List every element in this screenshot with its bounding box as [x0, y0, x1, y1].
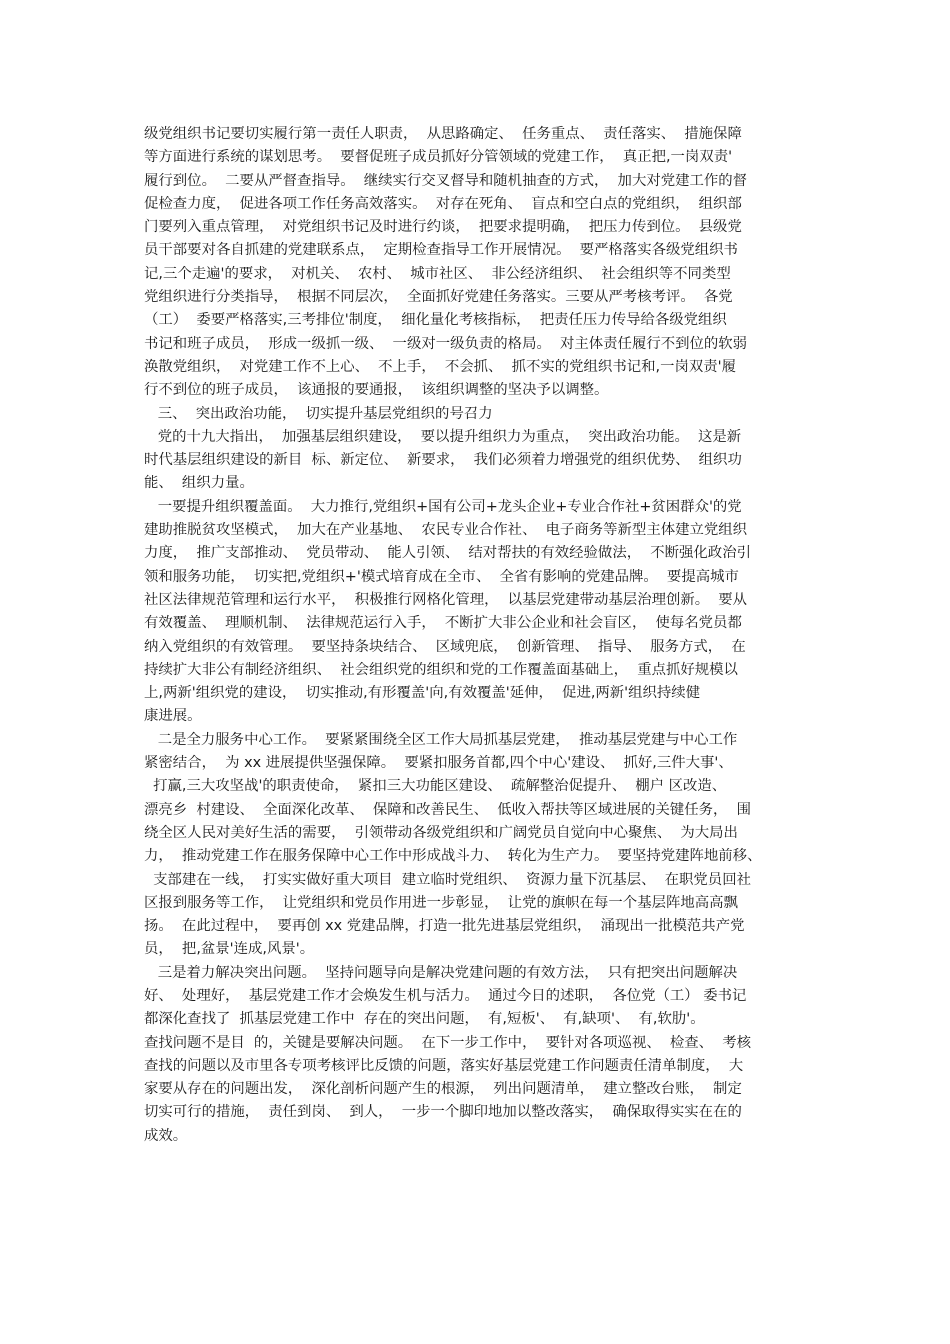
text-line: 力， 推动党建工作在服务保障中心工作中形成战斗力、 转化为生产力。 要坚持党建阵地前移、: [144, 848, 762, 865]
document-body: [144, 123, 834, 1148]
text-line: 建助推脱贫攻坚模式， 加大在产业基地、 农民专业合作社、 电子商务等新型主体建立党组织: [144, 522, 748, 539]
text-line: 涣散党组织， 对党建工作不上心、 不上手， 不会抓、 抓不实的党组织书记和,一岗双责'履: [144, 358, 736, 375]
text-line: 三是着力解决突出问题。 坚持问题导向是解决党建问题的有效方法， 只有把突出问题解决: [144, 964, 738, 981]
text-line: 三、 突出政治功能， 切实提升基层党组织的号召力: [144, 405, 493, 422]
text-line: 上,两新'组织党的建设， 切实推动,有形覆盖'向,有效覆盖'延伸， 促进,两新'组织持续健: [144, 685, 701, 702]
text-line: 级党组织书记要切实履行第一责任人职责， 从思路确定、 任务重点、 责任落实、 措施保障: [144, 126, 742, 142]
text-line: 促检查力度， 促进各项工作任务高效落实。 对存在死角、 盲点和空白点的党组织， 组织部: [144, 195, 742, 212]
text-line: 支部建在一线， 打实实做好重大项目 建立临时党组织、 资源力量下沉基层、 在职党员回社: [144, 871, 751, 888]
text-line: 查找问题不是目 的，关键是要解决问题。 在下一步工作中， 要针对各项巡视、 检查、 考核: [144, 1034, 751, 1051]
text-line: 领和服务功能， 切实把,党组织+'模式培育成在全市、 全省有影响的党建品牌。 要提高城市: [144, 568, 739, 585]
text-line: 一要提升组织覆盖面。 大力推行,党组织+国有公司+龙头企业+专业合作社+贫困群众'的党: [144, 498, 742, 515]
text-line: 员干部要对各自抓建的党建联系点， 定期检查指导工作开展情况。 要严格落实各级党组织书: [144, 242, 738, 259]
text-line: 二是全力服务中心工作。 要紧紧围绕全区工作大局抓基层党建， 推动基层党建与中心工作: [144, 731, 738, 748]
text-line: 记,三个走遍'的要求， 对机关、 农村、 城市社区、 非公经济组织、 社会组织等不同类型: [144, 265, 731, 282]
text-line: 康进展。: [144, 708, 202, 725]
text-line: 门要列入重点管理， 对党组织书记及时进行约谈， 把要求提明确， 把压力传到位。 县级党: [144, 219, 742, 236]
text-line: 社区法律规范管理和运行水平， 积极推行网格化管理， 以基层党建带动基层治理创新。 要从: [144, 591, 748, 608]
text-line: 切实可行的措施， 责任到岗、 到人， 一步一个脚印地加以整改落实， 确保取得实实在在的: [144, 1104, 742, 1121]
text-line: 书记和班子成员， 形成一级抓一级、 一级对一级负责的格局。 对主体责任履行不到位的软弱: [144, 335, 748, 352]
text-line: 纳入党组织的有效管理。 要坚持条块结合、 区域兜底， 创新管理、 指导、 服务方式， 在: [144, 638, 746, 655]
text-line: 绕全区人民对美好生活的需要， 引领带动各级党组织和广阔党员自觉向中心聚焦、 为大局出: [144, 824, 738, 841]
text-line: 党组织进行分类指导， 根据不同层次， 全面抓好党建任务落实。三要从严考核考评。 各党: [144, 289, 733, 306]
text-line: 区报到服务等工作， 让党组织和党员作用进一步彰显， 让党的旗帜在每一个基层阵地高高飘: [144, 894, 738, 911]
text-line: （工） 委要严格落实,三考排位'制度， 细化量化考核指标， 把责任压力传导给各级党组织: [144, 312, 727, 329]
text-line: 履行到位。 二要从严督查指导。 继续实行交叉督导和随机抽查的方式， 加大对党建工作的督: [144, 172, 748, 189]
text-line: 成效。: [144, 1127, 188, 1144]
text-line: 漂亮乡 村建设、 全面深化改革、 保障和改善民生、 低收入帮扶等区域进展的关键任务， 围: [144, 801, 751, 818]
text-line: 等方面进行系统的谋划思考。 要督促班子成员抓好分管领域的党建工作， 真正把,一岗双责': [144, 149, 733, 166]
text-line: 时代基层组织建设的新目 标、新定位、 新要求， 我们必须着力增强党的组织优势、 组织功: [144, 452, 742, 469]
text-line: 好、 处理好， 基层党建工作才会焕发生机与活力。 通过今日的述职， 各位党（工） 委书记: [144, 987, 747, 1004]
text-line: 都深化查找了 抓基层党建工作中 存在的突出问题， 有,短板'、 有,缺项'、 有,软肋'。: [144, 1011, 705, 1028]
text-line: 扬。 在此过程中， 要再创 xx 党建品牌，打造一批先进基层党组织， 涌现出一批模范共产党: [144, 918, 745, 935]
text-line: 家要从存在的问题出发， 深化剖析问题产生的根源， 列出问题清单， 建立整改台账， 制定: [144, 1081, 742, 1098]
text-line: 打赢,三大攻坚战'的职责使命， 紧扣三大功能区建设、 疏解整治促提升、 棚户 区改造、: [144, 778, 727, 795]
text-line: 员， 把,盆景'连成,风景'。: [144, 941, 315, 958]
text-line: 紧密结合， 为 xx 进展提供坚强保障。 要紧扣服务首都,四个中心'建设、 抓好,三件大事'、: [144, 755, 733, 772]
text-line: 力度， 推广支部推动、 党员带动、 能人引领、 结对帮扶的有效经验做法， 不断强化政治引: [144, 545, 751, 562]
text-line: 持续扩大非公有制经济组织、 社会组织党的组织和党的工作覆盖面基础上， 重点抓好规模以: [144, 661, 738, 678]
text-line: 能、 组织力量。: [144, 475, 254, 492]
text-line: 有效覆盖、 理顺机制、 法律规范运行入手， 不断扩大非公企业和社会盲区， 使每名党员都: [144, 615, 742, 632]
text-line: 行不到位的班子成员， 该通报的要通报， 该组织调整的坚决予以调整。: [144, 382, 609, 399]
text-line: 党的十九大指出， 加强基层组织建设， 要以提升组织力为重点， 突出政治功能。 这是新: [144, 428, 742, 445]
text-line: 查找的问题以及市里各专项考核评比反馈的问题，落实好基层党建工作问题责任清单制度， 大: [144, 1057, 744, 1074]
